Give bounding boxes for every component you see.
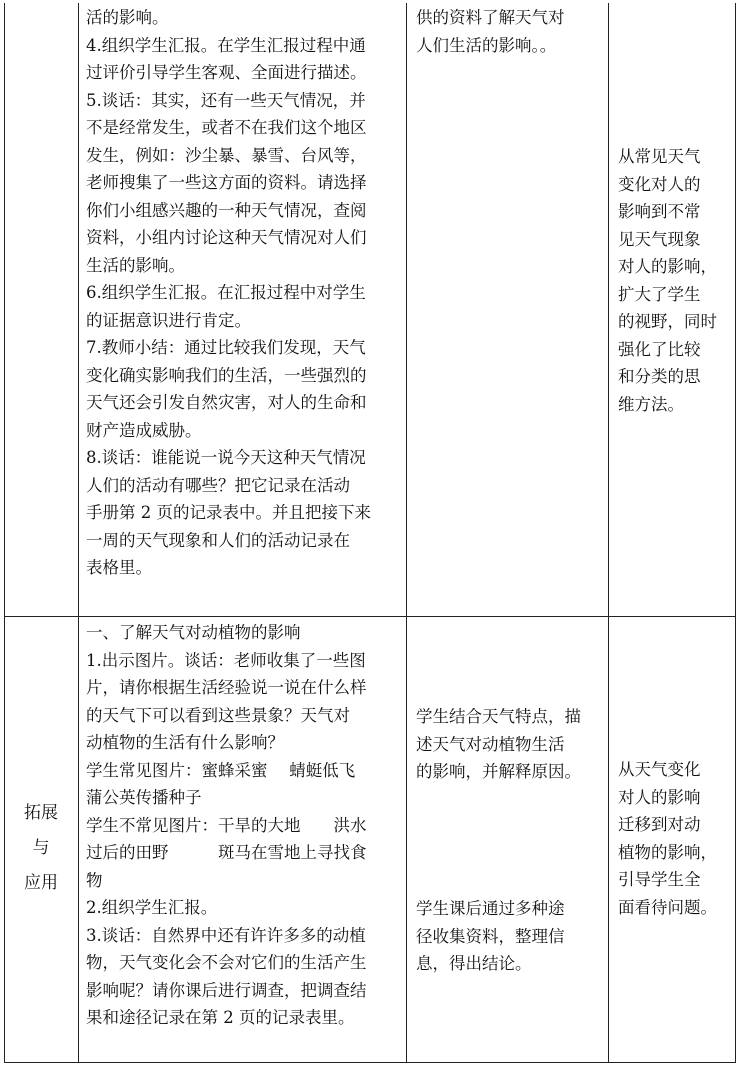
text-line: 影响呢？请你课后进行调查，把调查结 xyxy=(86,980,367,1000)
row2-design-intent xyxy=(618,756,717,921)
text-line: 你们小组感兴趣的一种天气情况，查阅 xyxy=(86,200,367,220)
text-line: 1.出示图片。谈话：老师收集了一些图 xyxy=(86,650,366,670)
text-line: 迁移到对动 xyxy=(618,815,701,834)
text-line: 资料，小组内讨论这种天气情况对人们 xyxy=(86,228,367,247)
row2-student-activity-b xyxy=(416,895,565,978)
text-line: 生活的影响。 xyxy=(86,255,185,275)
text-line: 扩大了学生 xyxy=(618,284,701,304)
text-line: 5.谈话：其实，还有一些天气情况，并 xyxy=(86,90,366,110)
text-line: 面看待问题。 xyxy=(618,897,717,917)
text-line: 和分类的思 xyxy=(618,367,701,386)
text-line: 从常见天气 xyxy=(618,147,701,166)
text-line: 手册第 2 页的记录表中。并且把接下来 xyxy=(86,503,371,522)
text-line: 2.组织学生汇报。 xyxy=(86,898,218,917)
text-line: 财产造成威胁。 xyxy=(86,420,202,440)
column-divider-2 xyxy=(406,3,407,1063)
text-line: 植物的影响， xyxy=(618,842,717,862)
text-line: 引导学生全 xyxy=(618,870,701,889)
text-line: 老师搜集了一些这方面的资料。请选择 xyxy=(86,173,367,192)
text-line: 片，请你根据生活经验说一说在什么样 xyxy=(86,678,367,697)
text-line: 学生常见图片：蜜蜂采蜜 蜻蜓低飞 xyxy=(86,760,356,780)
text-line: 强化了比较 xyxy=(618,339,701,359)
text-line: 对人的影响， xyxy=(618,257,717,276)
stage-label-line: 拓展 xyxy=(24,803,58,823)
text-line: 果和途径记录在第 2 页的记录表里。 xyxy=(86,1008,355,1027)
text-line: 的证据意识进行肯定。 xyxy=(86,310,251,330)
text-line: 变化确实影响我们的生活，一些强烈的 xyxy=(86,365,367,385)
text-line: 表格里。 xyxy=(86,558,152,577)
text-line: 的天气下可以看到这些景象？天气对 xyxy=(86,705,350,725)
text-line: 一周的天气现象和人们的活动记录在 xyxy=(86,530,350,550)
text-line: 对人的影响 xyxy=(618,787,701,807)
text-line: 8.谈话：谁能说一说今天这种天气情况 xyxy=(86,448,366,467)
text-line: 7.教师小结：通过比较我们发现，天气 xyxy=(86,338,366,357)
text-line: 息，得出结论。 xyxy=(416,954,532,973)
text-line: 6.组织学生汇报。在汇报过程中对学生 xyxy=(86,283,366,302)
text-line: 发生，例如：沙尘暴、暴雪、台风等， xyxy=(86,145,367,165)
text-line: 3.谈话：自然界中还有许许多多的动植 xyxy=(86,925,366,945)
row1-student-activity xyxy=(416,4,565,59)
stage-label xyxy=(18,796,64,901)
text-line: 动植物的生活有什么影响？ xyxy=(86,733,284,752)
row2-student-activity-a xyxy=(416,703,581,786)
text-line: 从天气变化 xyxy=(618,760,701,779)
stage-label-line: 应用 xyxy=(24,873,58,893)
text-line: 影响到不常 xyxy=(618,202,701,221)
text-line: 过评价引导学生客观、全面进行描述。 xyxy=(86,63,367,82)
text-line: 的视野，同时 xyxy=(618,312,717,331)
text-line: 不是经常发生，或者不在我们这个地区 xyxy=(86,118,367,137)
text-line: 一、了解天气对动植物的影响 xyxy=(86,623,301,642)
row2-teacher-activity xyxy=(86,619,367,1032)
table-border-bottom xyxy=(4,1062,736,1063)
row-divider xyxy=(4,616,736,617)
column-divider-1 xyxy=(78,3,79,1063)
stage-label-line: 与 xyxy=(32,838,50,858)
table-border-right xyxy=(735,3,736,1063)
text-line: 人们的活动有哪些？把它记录在活动 xyxy=(86,475,350,495)
text-line: 蒲公英传播种子 xyxy=(86,788,202,807)
text-line: 学生不常见图片：干旱的大地 洪水 xyxy=(86,815,367,835)
row1-design-intent xyxy=(618,143,717,418)
text-line: 天气还会引发自然灾害，对人的生命和 xyxy=(86,393,367,412)
column-divider-3 xyxy=(608,3,609,1063)
text-line: 述天气对动植物生活 xyxy=(416,734,565,754)
table-border-left xyxy=(4,3,5,1063)
text-line: 变化对人的 xyxy=(618,174,701,194)
text-line: 供的资料了解天气对 xyxy=(416,8,565,27)
text-line: 的影响，并解释原因。 xyxy=(416,762,581,781)
text-line: 维方法。 xyxy=(618,394,684,414)
text-line: 人们生活的影响。。 xyxy=(416,35,557,55)
text-line: 见天气现象 xyxy=(618,229,701,249)
text-line: 学生课后通过多种途 xyxy=(416,899,565,918)
text-line: 过后的田野 斑马在雪地上寻找食 xyxy=(86,843,367,862)
text-line: 物，天气变化会不会对它们的生活产生 xyxy=(86,953,367,972)
text-line: 4.组织学生汇报。在学生汇报过程中通 xyxy=(86,35,366,55)
text-line: 物 xyxy=(86,870,103,890)
row1-teacher-activity xyxy=(86,4,371,582)
text-line: 学生结合天气特点，描 xyxy=(416,707,581,726)
text-line: 活的影响。 xyxy=(86,8,169,27)
text-line: 径收集资料，整理信 xyxy=(416,926,565,946)
